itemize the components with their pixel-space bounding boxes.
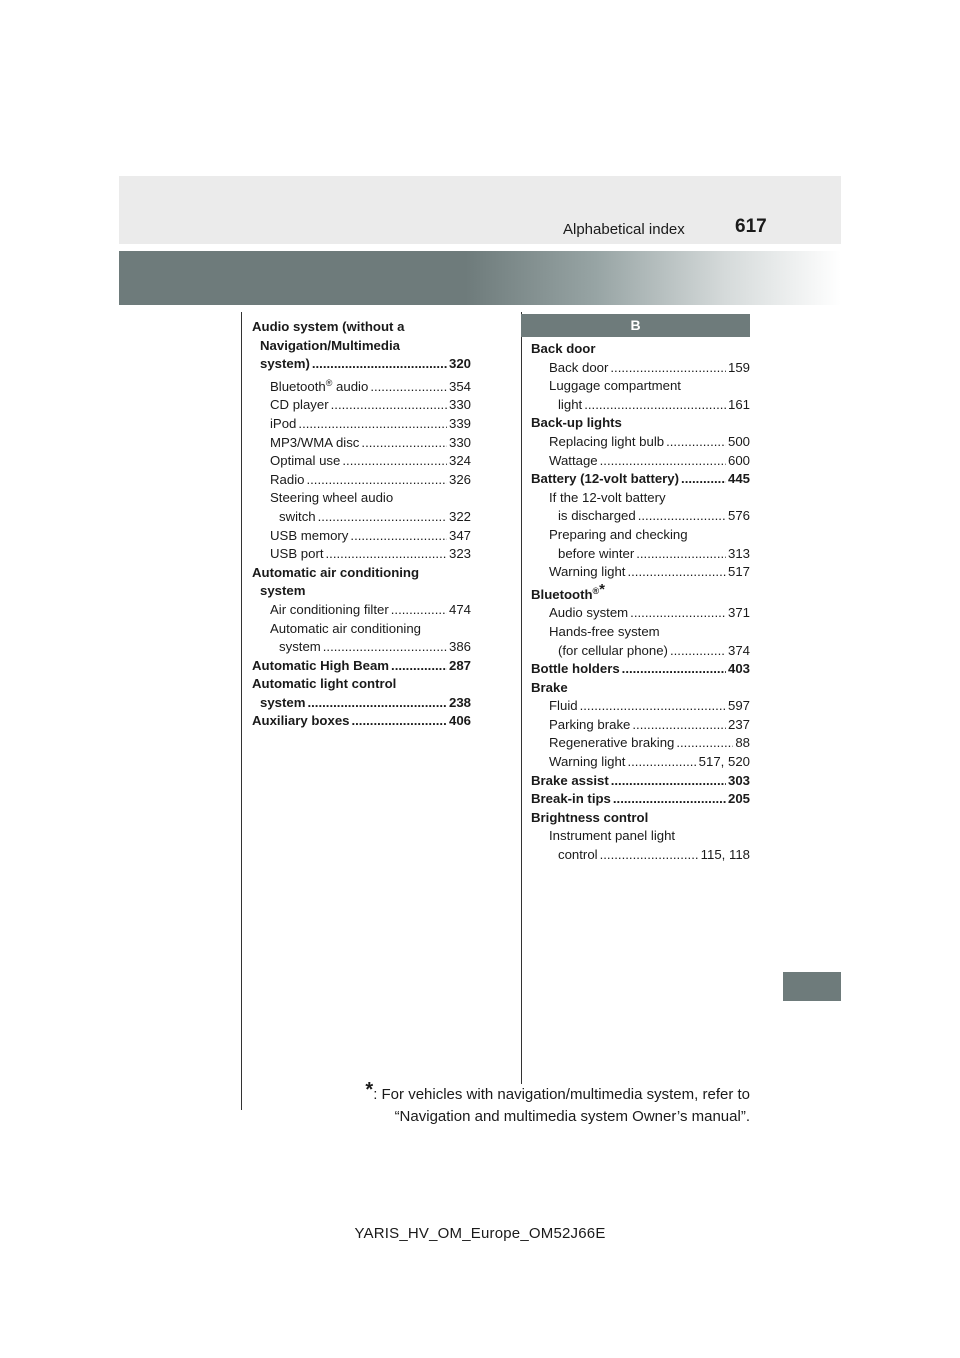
index-heading-line <box>252 489 471 508</box>
index-entry-term-text: USB memory <box>270 527 349 543</box>
index-entry <box>252 657 471 676</box>
header-gradient-band <box>119 251 841 305</box>
section-title: Alphabetical index <box>563 221 685 238</box>
index-entry-term <box>252 712 349 731</box>
index-entry-term-text: USB port <box>270 546 324 562</box>
index-entry <box>531 660 750 679</box>
index-line-text: Back door <box>531 341 596 356</box>
index-heading-line <box>252 564 471 583</box>
dot-leader <box>307 694 447 713</box>
dot-leader <box>636 545 726 564</box>
index-line-text: Brightness control <box>531 809 649 825</box>
dot-leader <box>370 378 447 397</box>
header-bar <box>119 176 841 244</box>
index-entry-term-text: switch <box>279 508 316 524</box>
index-heading-line <box>531 827 750 846</box>
index-entry <box>531 734 750 753</box>
index-entry-page: 500 <box>727 433 750 449</box>
index-entry-term <box>549 563 625 582</box>
index-entry <box>252 694 471 713</box>
index-heading-line <box>531 414 750 433</box>
index-line-text: Preparing and checking <box>549 526 688 542</box>
index-entry-page: 205 <box>727 791 750 807</box>
index-entry <box>252 508 471 527</box>
registered-mark: ® <box>592 585 600 596</box>
index-entry-page: 339 <box>448 415 471 431</box>
index-entry-term <box>558 846 598 865</box>
section-side-tab <box>783 972 841 1001</box>
index-entry-term-text: Radio <box>270 471 305 487</box>
index-line-text: Navigation/Multimedia <box>260 337 400 353</box>
index-entry <box>252 415 471 434</box>
index-heading-line <box>531 809 750 828</box>
index-entry-page: 115, 118 <box>700 847 750 863</box>
index-entry-term <box>270 545 324 564</box>
index-heading-line <box>252 620 471 639</box>
index-entry-term <box>549 433 664 452</box>
index-heading-line <box>531 679 750 698</box>
index-entry-term <box>549 753 625 772</box>
index-entry-term <box>270 452 340 471</box>
dot-leader <box>331 396 447 415</box>
footnote-marker: * <box>365 1079 374 1101</box>
index-entry <box>252 527 471 546</box>
index-heading-line <box>252 675 471 694</box>
index-entry-term-text: Warning light <box>549 564 626 580</box>
index-entry-term-text: Bottle holders <box>531 661 620 677</box>
index-line-text: Back-up lights <box>531 415 622 431</box>
index-line-text: If the 12-volt battery <box>549 489 666 505</box>
index-entry <box>531 359 750 378</box>
index-entry-term-text: light <box>558 396 583 412</box>
index-entry-term <box>279 638 321 657</box>
index-heading-line <box>531 582 750 605</box>
index-entry-term-text: MP3/WMA disc <box>270 434 360 450</box>
left-column-rule <box>241 312 242 1110</box>
index-entry <box>531 772 750 791</box>
index-entry-term-text: Battery (12-volt battery) <box>531 471 680 487</box>
index-entry-term-text: Warning light <box>549 754 626 770</box>
index-entry-term-text: Brake assist <box>531 772 609 788</box>
dot-leader <box>600 846 699 865</box>
dot-leader <box>638 507 726 526</box>
index-line-text: Automatic air conditioning <box>270 620 422 636</box>
index-entry-page: 322 <box>448 508 471 524</box>
index-entry <box>252 355 471 374</box>
index-entry-term-text: Bluetooth <box>270 378 326 394</box>
index-entry-term <box>252 657 389 676</box>
index-entry <box>531 846 750 865</box>
index-entry-term <box>558 507 636 526</box>
footnote-line-2: “Navigation and multimedia system Owner’s manual”. <box>394 1108 750 1125</box>
index-entry <box>252 396 471 415</box>
dot-leader <box>632 716 726 735</box>
dot-leader <box>670 642 726 661</box>
index-entry-page: 371 <box>727 605 750 621</box>
index-entry-page: 597 <box>727 698 750 714</box>
index-entry-term-text: Optimal use <box>270 453 341 469</box>
index-entry-term <box>558 545 634 564</box>
index-entry-page: 88 <box>735 735 750 751</box>
dot-leader <box>318 508 447 527</box>
index-line-text: Audio system (without a <box>252 319 405 334</box>
index-entry <box>531 716 750 735</box>
index-entry <box>252 452 471 471</box>
dot-leader <box>610 359 726 378</box>
index-entry-term-text: Back door <box>549 359 609 375</box>
dot-leader <box>351 712 447 731</box>
dot-leader <box>681 470 726 489</box>
index-entry-page: 406 <box>448 713 471 729</box>
index-column-right <box>531 340 750 865</box>
index-line-text: Hands-free system <box>549 623 660 639</box>
index-heading-line <box>531 489 750 508</box>
index-line-text: Bluetooth <box>531 586 593 602</box>
index-column-left <box>252 318 471 731</box>
registered-mark: ® <box>325 377 333 388</box>
dot-leader <box>298 415 447 434</box>
index-entry-page: 354 <box>448 378 471 394</box>
index-entry-term <box>549 697 578 716</box>
index-entry-page: 330 <box>448 434 471 450</box>
index-entry-term <box>531 772 609 791</box>
index-entry-term <box>549 734 674 753</box>
index-heading-line <box>531 526 750 545</box>
dot-leader <box>622 660 726 679</box>
index-entry-term-text: Break-in tips <box>531 791 611 807</box>
index-entry-term <box>270 415 296 434</box>
dot-leader <box>323 638 447 657</box>
index-entry-term-text: Fluid <box>549 698 578 714</box>
index-entry-term <box>279 508 316 527</box>
index-entry-term-text: system <box>279 639 321 655</box>
index-line-text: Steering wheel audio <box>270 490 394 506</box>
index-heading-line <box>531 377 750 396</box>
index-entry-term <box>558 396 582 415</box>
index-entry-page: 287 <box>448 657 471 673</box>
index-entry-term <box>270 434 359 453</box>
document-code: YARIS_HV_OM_Europe_OM52J66E <box>354 1225 606 1242</box>
index-entry-term-text: system) <box>260 356 310 372</box>
index-heading-line <box>252 337 471 356</box>
dot-leader <box>630 604 726 623</box>
index-heading-line <box>531 623 750 642</box>
index-entry-term-text: before winter <box>558 545 635 561</box>
index-entry-term-text: iPod <box>270 415 297 431</box>
dot-leader <box>613 790 726 809</box>
index-entry-term <box>549 716 630 735</box>
column-divider-rule <box>521 312 522 1084</box>
index-entry-term <box>549 359 608 378</box>
index-entry-page: 600 <box>727 452 750 468</box>
index-entry <box>531 753 750 772</box>
index-entry-term-text: Air conditioning filter <box>270 601 389 617</box>
index-line-text: Automatic light control <box>252 676 397 692</box>
index-entry-page: 238 <box>448 694 471 710</box>
index-entry-page: 320 <box>448 356 471 372</box>
index-entry-term <box>558 642 668 661</box>
index-entry-term-text: Parking brake <box>549 716 631 732</box>
index-entry-term <box>260 694 305 713</box>
index-entry-page: 303 <box>727 772 750 788</box>
index-entry <box>531 642 750 661</box>
index-entry <box>531 545 750 564</box>
index-entry <box>531 604 750 623</box>
index-entry-term-text: Regenerative braking <box>549 735 675 751</box>
dot-leader <box>342 452 447 471</box>
index-entry <box>252 638 471 657</box>
page-number: 617 <box>735 216 767 237</box>
index-entry-page: 347 <box>448 527 471 543</box>
index-entry-page: 576 <box>727 508 750 524</box>
index-heading-line <box>252 318 471 337</box>
footnote-line-1 <box>300 1079 750 1106</box>
index-entry-page: 474 <box>448 601 471 617</box>
dot-leader <box>666 433 726 452</box>
index-entry-term <box>531 470 679 489</box>
index-entry-page: 323 <box>448 546 471 562</box>
index-entry-term-text: system <box>260 694 306 710</box>
index-entry-term-text: (for cellular phone) <box>558 642 668 658</box>
index-line-text: Instrument panel light <box>549 828 676 844</box>
index-entry <box>531 697 750 716</box>
index-entry-term <box>270 396 329 415</box>
index-heading-line <box>531 340 750 359</box>
footnote <box>300 1079 750 1128</box>
index-entry-page: 159 <box>727 359 750 375</box>
index-entry-page: 374 <box>727 642 750 658</box>
index-entry <box>531 452 750 471</box>
index-line-text: Luggage compartment <box>549 378 681 394</box>
index-entry-page: 445 <box>727 471 750 487</box>
index-entry <box>531 507 750 526</box>
letter-section-header: B <box>521 314 750 337</box>
index-entry-term <box>549 452 598 471</box>
index-line-text: Automatic air conditioning <box>252 564 420 580</box>
dot-leader <box>627 563 726 582</box>
index-entry-term-text: is discharged <box>558 508 636 524</box>
index-entry-term-text: Audio system <box>549 605 629 621</box>
index-entry-term-text: Wattage <box>549 452 598 468</box>
index-entry <box>531 396 750 415</box>
dot-leader <box>306 471 447 490</box>
index-entry-term <box>260 355 310 374</box>
index-entry <box>531 433 750 452</box>
index-entry-term <box>270 601 389 620</box>
index-entry-term-text: CD player <box>270 397 329 413</box>
index-entry <box>252 601 471 620</box>
index-line-text: system <box>260 583 306 599</box>
dot-leader <box>391 657 447 676</box>
index-entry-page: 326 <box>448 471 471 487</box>
index-entry-page: 386 <box>448 639 471 655</box>
dot-leader <box>391 601 447 620</box>
footnote-text-1: : For vehicles with navigation/multimedia system, refer to <box>373 1086 750 1103</box>
index-heading-line <box>252 582 471 601</box>
index-entry <box>252 471 471 490</box>
dot-leader <box>600 452 726 471</box>
index-entry <box>531 790 750 809</box>
index-entry <box>252 545 471 564</box>
index-entry <box>252 374 471 397</box>
index-entry-page: 324 <box>448 453 471 469</box>
index-entry-page: 403 <box>727 661 750 677</box>
dot-leader <box>350 527 447 546</box>
index-entry <box>252 712 471 731</box>
index-entry-term-text: Auxiliary boxes <box>252 713 350 729</box>
index-entry-term-text: Replacing light bulb <box>549 433 665 449</box>
index-entry-page: 313 <box>727 545 750 561</box>
dot-leader <box>580 697 726 716</box>
index-entry-term <box>270 527 348 546</box>
index-entry-page: 237 <box>727 716 750 732</box>
index-entry-term <box>270 374 368 397</box>
index-entry <box>252 434 471 453</box>
index-entry <box>531 470 750 489</box>
index-entry-page: 517 <box>727 564 750 580</box>
index-entry-page: 330 <box>448 397 471 413</box>
dot-leader <box>627 753 696 772</box>
dot-leader <box>361 434 447 453</box>
index-entry-page: 161 <box>727 396 750 412</box>
index-entry-term <box>531 790 611 809</box>
index-entry-term-text: control <box>558 847 598 863</box>
index-entry-term <box>549 604 628 623</box>
index-entry <box>531 563 750 582</box>
index-entry-term-suffix: audio <box>332 378 369 394</box>
index-entry-term <box>531 660 620 679</box>
index-entry-page: 517, 520 <box>698 754 750 770</box>
index-line-text: Brake <box>531 679 568 695</box>
dot-leader <box>676 734 733 753</box>
index-entry-term <box>270 471 304 490</box>
dot-leader <box>584 396 726 415</box>
index-entry-term-text: Automatic High Beam <box>252 657 390 673</box>
dot-leader <box>611 772 726 791</box>
dot-leader <box>326 545 447 564</box>
dot-leader <box>312 355 447 374</box>
footnote-asterisk: * <box>599 580 606 598</box>
